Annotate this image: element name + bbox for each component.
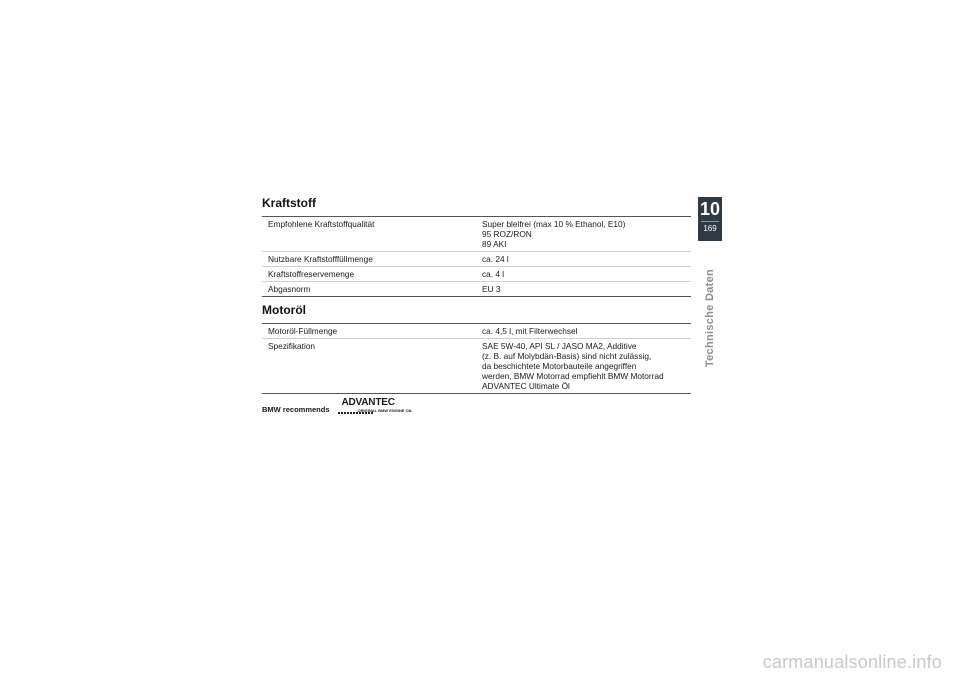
table-row xyxy=(262,339,691,394)
page-content xyxy=(262,196,691,418)
value-line: ADVANTEC Ultimate Öl xyxy=(482,381,570,391)
chapter-tab xyxy=(698,197,722,241)
recommendation xyxy=(262,396,691,418)
fuel-spec-table xyxy=(262,216,691,297)
logo-name: ADVANTEC xyxy=(341,397,395,408)
engine-oil-spec-table xyxy=(262,323,691,394)
row-label: Abgasnorm xyxy=(268,284,311,294)
row-value: ca. 4,5 l, mit Filterwechsel xyxy=(482,326,578,336)
value-line: 95 ROZ/RON xyxy=(482,229,532,239)
page-number: 169 xyxy=(703,224,717,233)
chapter-number: 10 xyxy=(699,199,721,219)
row-value xyxy=(476,217,691,252)
logo-subtitle: ORIGINAL BMW ENGINE OIL xyxy=(357,408,413,413)
value-line: Super bleifrei (max 10 % Ethanol, E10) xyxy=(482,219,626,229)
row-value xyxy=(476,339,691,394)
table-row xyxy=(262,282,691,297)
section-title-engine-oil: Motoröl xyxy=(262,303,306,317)
table-row xyxy=(262,252,691,267)
row-label: Motoröl-Füllmenge xyxy=(268,326,338,336)
value-line: SAE 5W-40, API SL / JASO MA2, Additive xyxy=(482,341,637,351)
table-row xyxy=(262,217,691,252)
row-label: Nutzbare Kraftstofffüllmenge xyxy=(268,254,373,264)
section-title-fuel: Kraftstoff xyxy=(262,196,316,210)
table-row xyxy=(262,267,691,282)
row-value: ca. 4 l xyxy=(482,269,505,279)
watermark: carmanualsonline.info xyxy=(762,652,942,672)
advantec-logo xyxy=(338,396,413,418)
chapter-divider xyxy=(701,221,719,222)
value-line: 89 AKI xyxy=(482,239,507,249)
value-line: (z. B. auf Molybdän-Basis) sind nicht zulässig, xyxy=(482,351,652,361)
recommendation-text: BMW recommends xyxy=(262,405,330,414)
row-label: Kraftstoffreservemenge xyxy=(268,269,355,279)
value-line: da beschichtete Motorbauteile angegriffen xyxy=(482,361,637,371)
row-value: ca. 24 l xyxy=(482,254,509,264)
row-label: Spezifikation xyxy=(268,341,316,351)
table-row xyxy=(262,324,691,339)
value-line: werden, BMW Motorrad empfiehlt BMW Motorrad xyxy=(482,371,664,381)
row-value: EU 3 xyxy=(482,284,501,294)
row-label: Empfohlene Kraftstoffqualität xyxy=(268,219,375,229)
chapter-title: Technische Daten xyxy=(704,268,716,368)
